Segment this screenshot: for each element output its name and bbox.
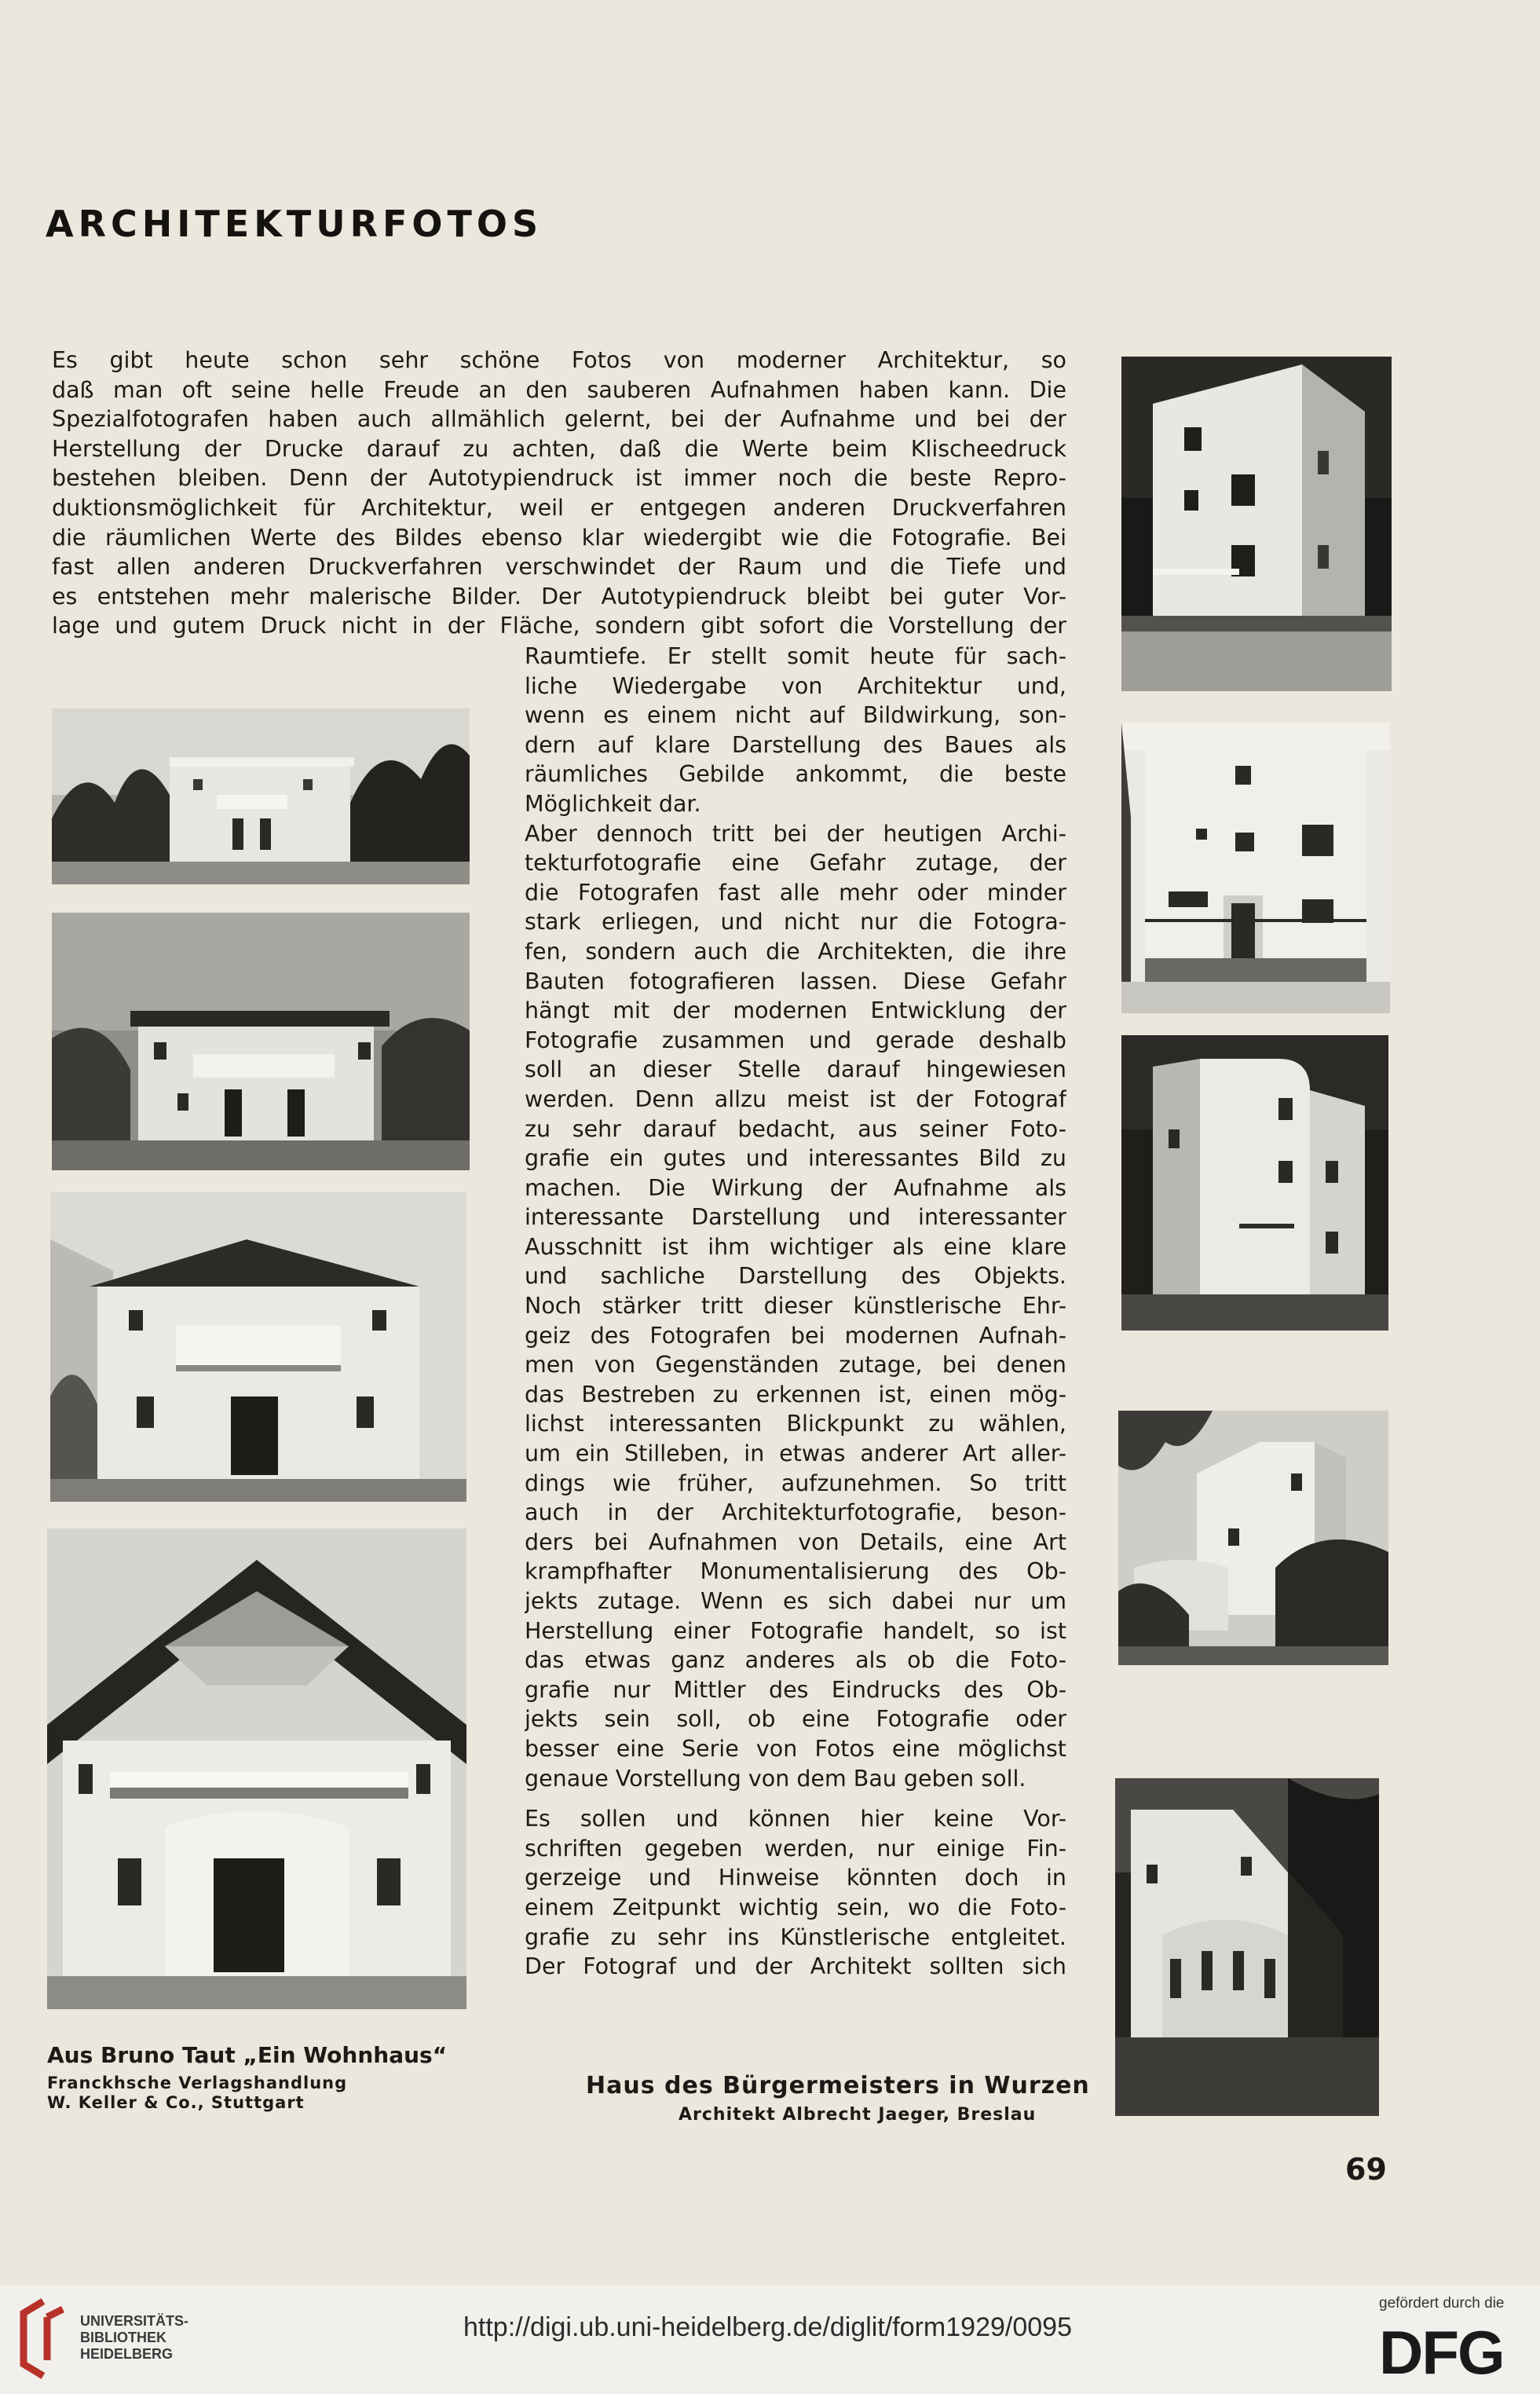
photo-wurzen-house-5 [1115,1778,1379,2116]
text-line: soll an dieser Stelle darauf hingewiesen [525,1056,1066,1083]
text-line: hängt mit der modernen Entwicklung der [525,998,1066,1024]
text-line: Bauten fotografieren lassen. Diese Gefahr [525,968,1066,994]
page-number: 69 [1345,2152,1387,2187]
text-line: bestehen bleiben. Denn der Autotypiendruck ist immer noch die beste Repro- [52,465,1066,492]
library-name [80,2313,188,2363]
caption-left-publisher: Franckhsche Verlagshandlung [47,2074,348,2092]
text-line: liche Wiedergabe von Architektur und, [525,672,1066,699]
text-line: Raumtiefe. Er stellt somit heute für sach- [525,643,1066,669]
text-line: fast allen anderen Druckverfahren verschwindet der Raum und die Tiefe und [52,554,1066,580]
text-line: werden. Denn allzu meist ist der Fotograf [525,1085,1066,1112]
caption-left-publisher-2: W. Keller & Co., Stuttgart [47,2093,305,2112]
dfg-logo: DFG [1379,2318,1504,2387]
text-line: daß man oft seine helle Freude an den sauberen Aufnahmen haben kann. Die [52,376,1066,403]
text-line: dern auf klare Darstellung des Baues als [525,731,1066,758]
text-line: stark erliegen, und nicht nur die Fotogra- [525,909,1066,935]
text-line: die Fotografen fast alle mehr oder minder [525,879,1066,906]
text-line: Spezialfotografen haben auch allmählich gelernt, bei der Aufnahme und bei der [52,406,1066,433]
text-line: lichst interessanten Blickpunkt zu wählen, [525,1411,1066,1437]
text-line: grafie zu sehr ins Künstlerische entgleitet. [525,1924,1066,1950]
text-line: das etwas ganz anderes als ob die Foto- [525,1647,1066,1674]
text-line: gerzeige und Hinweise könnten doch in [525,1865,1066,1891]
text-line: machen. Die Wirkung der Aufnahme als [525,1174,1066,1201]
library-name-line-1: UNIVERSITÄTS- [80,2313,189,2329]
article-intro-text [52,346,1066,641]
text-line: Noch stärker tritt dieser künstlerische Ehr- [525,1293,1066,1320]
caption-right-title: Haus des Bürgermeisters in Wurzen [586,2072,1090,2099]
article-column-text [525,642,1066,1982]
photo-taut-house-3 [50,1192,466,1502]
text-line: wenn es einem nicht auf Bildwirkung, son- [525,702,1066,729]
text-line: lage und gutem Druck nicht in der Fläche, sondern gibt sofort die Vorstellung der [52,613,1066,639]
text-line: genaue Vorstellung von dem Bau geben soll. [525,1765,1026,1792]
text-line: men von Gegenständen zutage, bei denen [525,1352,1066,1378]
text-line: einem Zeitpunkt wichtig sein, wo die Foto- [525,1894,1066,1920]
page-title: ARCHITEKTURFOTOS [46,203,543,245]
text-line: geiz des Fotografen bei modernen Aufnah- [525,1322,1066,1349]
text-line: tekturfotografie eine Gefahr zutage, der [525,850,1066,877]
photo-taut-house-1 [52,708,470,884]
text-line: ders bei Aufnahmen von Details, eine Art [525,1528,1066,1555]
photo-wurzen-house-3 [1121,1035,1388,1331]
text-line: es entstehen mehr malerische Bilder. Der Autotypiendruck bleibt bei guter Vor- [52,583,1066,609]
text-line: Herstellung der Drucke darauf zu achten, daß die Werte beim Klischeedruck [52,435,1066,462]
text-line: Aber dennoch tritt bei der heutigen Archi- [525,820,1066,847]
text-line: duktionsmöglichkeit für Architektur, weil er entgegen anderen Druckverfahren [52,494,1066,521]
text-line: Möglichkeit dar. [525,790,701,817]
source-url-link[interactable]: http://digi.ub.uni-heidelberg.de/diglit/form1929/0095 [463,2312,1072,2342]
text-line: grafie ein gutes und interessantes Bild zu [525,1145,1066,1172]
text-line: Der Fotograf und der Architekt sollten sich [525,1953,1066,1980]
text-line: Es sollen und können hier keine Vor- [525,1806,1066,1832]
text-line: interessante Darstellung und interessanter [525,1204,1066,1231]
text-line: jekts sein soll, ob eine Fotografie oder [525,1706,1066,1733]
sponsor-text: gefördert durch die [1379,2295,1505,2312]
text-line: und sachliche Darstellung des Objekts. [525,1263,1066,1290]
text-line: die räumlichen Werte des Bildes ebenso klar wiedergibt wie die Fotografie. Bei [52,524,1066,551]
library-name-line-2: BIBLIOTHEK [80,2330,166,2345]
text-line: Ausschnitt ist ihm wichtiger als eine klare [525,1233,1066,1260]
library-name-line-3: HEIDELBERG [80,2346,174,2362]
caption-left-title: Aus Bruno Taut „Ein Wohnhaus“ [47,2042,448,2068]
text-line: schriften gegeben werden, nur einige Fin- [525,1835,1066,1861]
text-line: zu sehr darauf bedacht, aus seiner Foto- [525,1115,1066,1142]
text-line: Fotografie zusammen und gerade deshalb [525,1027,1066,1053]
caption-right-architect: Architekt Albrecht Jaeger, Breslau [679,2105,1037,2125]
text-line: dings wie früher, aufzunehmen. So tritt [525,1470,1066,1496]
photo-wurzen-house-1 [1121,357,1392,691]
text-line: Es gibt heute schon sehr schöne Fotos von moderner Architektur, so [52,347,1066,373]
text-line: das Bestreben zu erkennen ist, einen mög- [525,1381,1066,1407]
text-line: auch in der Architekturfotografie, beson- [525,1499,1066,1526]
photo-taut-house-2 [52,913,470,1170]
text-line: Herstellung einer Fotografie handelt, so ist [525,1617,1066,1644]
photo-wurzen-house-2 [1121,723,1390,1013]
text-line: räumliches Gebilde ankommt, die beste [525,761,1066,788]
text-line: jekts zutage. Wenn es sich dabei nur um [525,1588,1066,1614]
photo-wurzen-house-4 [1118,1411,1388,1665]
text-line: grafie nur Mittler des Eindrucks des Ob- [525,1676,1066,1703]
text-line: besser eine Serie von Fotos eine möglichst [525,1735,1066,1762]
text-line: fen, sondern auch die Architekten, die ihre [525,938,1066,965]
photo-taut-house-4 [47,1528,466,2009]
text-line: um ein Stilleben, in etwas anderer Art aller- [525,1440,1066,1467]
library-logo-icon [16,2297,71,2380]
text-line: krampfhafter Monumentalisierung des Ob- [525,1558,1066,1585]
